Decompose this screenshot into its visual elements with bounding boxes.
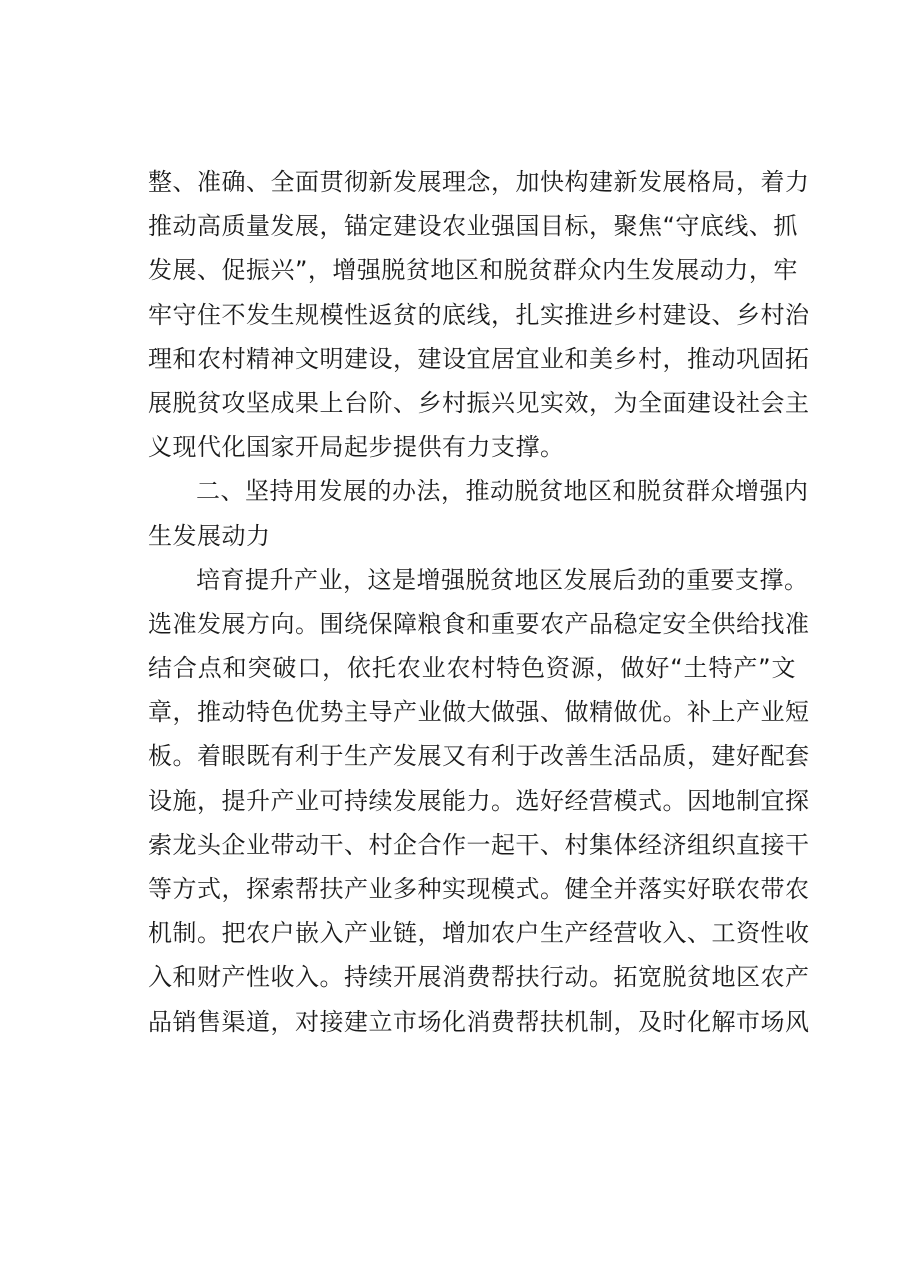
text-line: 发展、促振兴”，增强脱贫地区和脱贫群众内生发展动力，牢 <box>148 256 798 285</box>
text-line: 机制。把农户嵌入产业链，增加农户生产经营收入、工资性收 <box>148 919 810 948</box>
text-line: 选准发展方向。围绕保障粮食和重要农产品稳定安全供给找准 <box>148 609 810 638</box>
text-line: 生发展动力 <box>148 521 271 550</box>
text-line: 品销售渠道，对接建立市场化消费帮扶机制，及时化解市场风 <box>148 1007 810 1036</box>
text-line: 设施，提升产业可持续发展能力。选好经营模式。因地制宜探 <box>148 786 810 815</box>
text-line: 等方式，探索帮扶产业多种实现模式。健全并落实好联农带农 <box>148 875 810 903</box>
body-text <box>148 160 810 1044</box>
text-line: 入和财产性收入。持续开展消费帮扶行动。拓宽脱贫地区农产 <box>148 963 810 992</box>
text-line: 理和农村精神文明建设，建设宜居宜业和美乡村，推动巩固拓 <box>148 344 810 373</box>
text-line: 整、准确、全面贯彻新发展理念，加快构建新发展格局，着力 <box>148 168 810 196</box>
text-line: 推动高质量发展，锚定建设农业强国目标，聚焦“守底线、抓 <box>148 212 798 241</box>
text-line: 二、坚持用发展的办法，推动脱贫地区和脱贫群众增强内 <box>196 477 809 506</box>
text-line: 培育提升产业，这是增强脱贫地区发展后劲的重要支撑。 <box>196 565 809 594</box>
text-line: 索龙头企业带动干、村企合作一起干、村集体经济组织直接干 <box>148 830 810 859</box>
text-line: 结合点和突破口，依托农业农村特色资源，做好“土特产”文 <box>148 654 796 683</box>
text-line: 义现代化国家开局起步提供有力支撑。 <box>148 433 565 462</box>
text-line: 牢守住不发生规模性返贫的底线，扎实推进乡村建设、乡村治 <box>148 300 810 329</box>
text-line: 章，推动特色优势主导产业做大做强、做精做优。补上产业短 <box>148 698 810 727</box>
text-line: 板。着眼既有利于生产发展又有利于改善生活品质，建好配套 <box>148 742 810 771</box>
text-line: 展脱贫攻坚成果上台阶、乡村振兴见实效，为全面建设社会主 <box>148 388 810 417</box>
